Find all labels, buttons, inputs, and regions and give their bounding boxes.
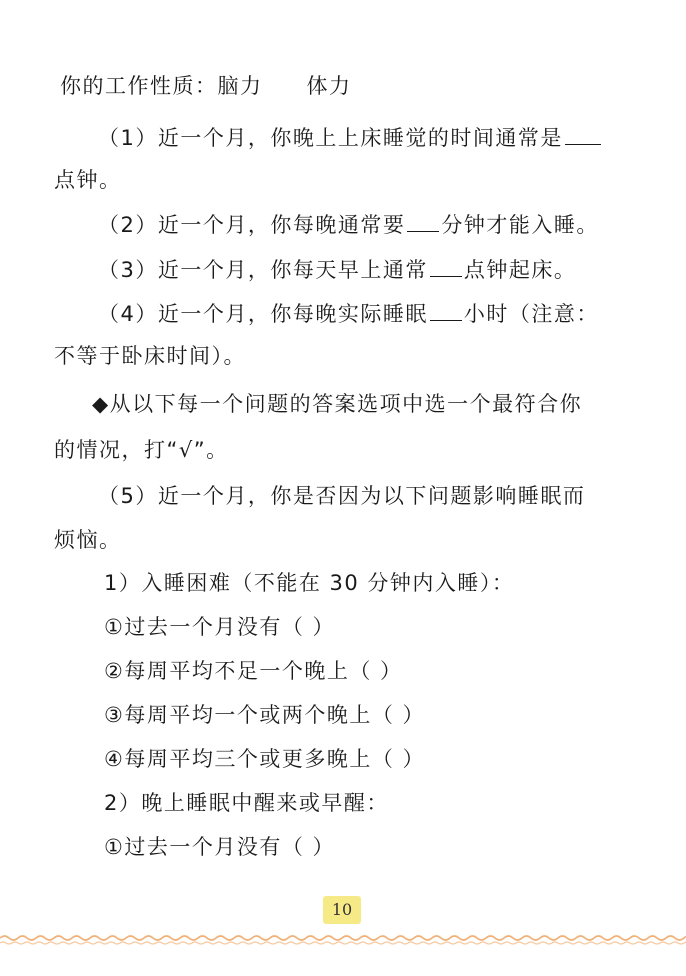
sub-question-2-title-text: 2）晚上睡眠中醒来或早醒： [104, 791, 389, 815]
option-text: ①过去一个月没有（ ） [104, 835, 336, 859]
question-4-text: （4）近一个月，你每晚实际睡眠 [98, 302, 428, 326]
work-nature-line [60, 76, 352, 97]
question-2-text-end: 分钟才能入睡。 [441, 213, 599, 237]
option-text: ②每周平均不足一个晚上（ ） [104, 659, 403, 683]
sub-question-1-option-2[interactable] [104, 661, 403, 682]
answer-blank-sleep-hours[interactable] [430, 302, 462, 321]
sub-question-1-option-3[interactable] [104, 705, 425, 726]
wavy-footer-border [0, 932, 686, 948]
work-option-physical: 体力 [306, 74, 352, 98]
answer-blank-bedtime[interactable] [565, 126, 601, 145]
question-1-text-end: 点钟。 [54, 168, 122, 192]
answer-blank-wake-time[interactable] [430, 258, 462, 277]
work-nature-label: 你的工作性质： [60, 74, 218, 98]
page-number: 10 [323, 896, 361, 924]
question-3-text: （3）近一个月，你每天早上通常 [98, 258, 428, 282]
instruction-text: ◆从以下每一个问题的答案选项中选一个最符合你 [92, 392, 583, 416]
question-1-line-1 [98, 126, 603, 149]
question-1-line-2 [54, 170, 122, 191]
question-2-text: （2）近一个月，你每晚通常要 [98, 213, 406, 237]
question-3-line [98, 258, 576, 281]
work-option-mental: 脑力 [217, 74, 263, 98]
question-1-text: （1）近一个月，你晚上上床睡觉的时间通常是 [98, 126, 563, 150]
question-4-line-2 [54, 346, 246, 367]
question-4-text-mid: 小时（注意： [463, 302, 599, 326]
sub-question-1-option-4[interactable] [104, 749, 425, 770]
question-4-text-end: 不等于卧床时间）。 [54, 344, 246, 368]
question-5-text: （5）近一个月，你是否因为以下问题影响睡眠而 [98, 484, 586, 508]
sub-question-2-title [104, 793, 389, 814]
instruction-line-2 [54, 440, 229, 461]
option-text: ④每周平均三个或更多晚上（ ） [104, 747, 426, 771]
question-2-line [98, 213, 599, 236]
instruction-line-1 [92, 394, 582, 415]
answer-blank-sleep-latency[interactable] [407, 213, 439, 232]
sub-question-2-option-1[interactable] [104, 837, 335, 858]
question-5-text-end: 烦恼。 [54, 528, 122, 552]
instruction-text-end: 的情况，打“√”。 [54, 438, 229, 462]
question-4-line-1 [98, 302, 599, 325]
question-5-line-2 [54, 530, 122, 551]
sub-question-1-option-1[interactable] [104, 617, 335, 638]
question-3-text-end: 点钟起床。 [463, 258, 577, 282]
option-text: ③每周平均一个或两个晚上（ ） [104, 703, 426, 727]
sub-question-1-title [104, 573, 514, 594]
option-text: ①过去一个月没有（ ） [104, 615, 336, 639]
question-5-line-1 [98, 486, 585, 507]
sub-question-1-title-text: 1）入睡困难（不能在 30 分钟内入睡）： [104, 571, 515, 595]
